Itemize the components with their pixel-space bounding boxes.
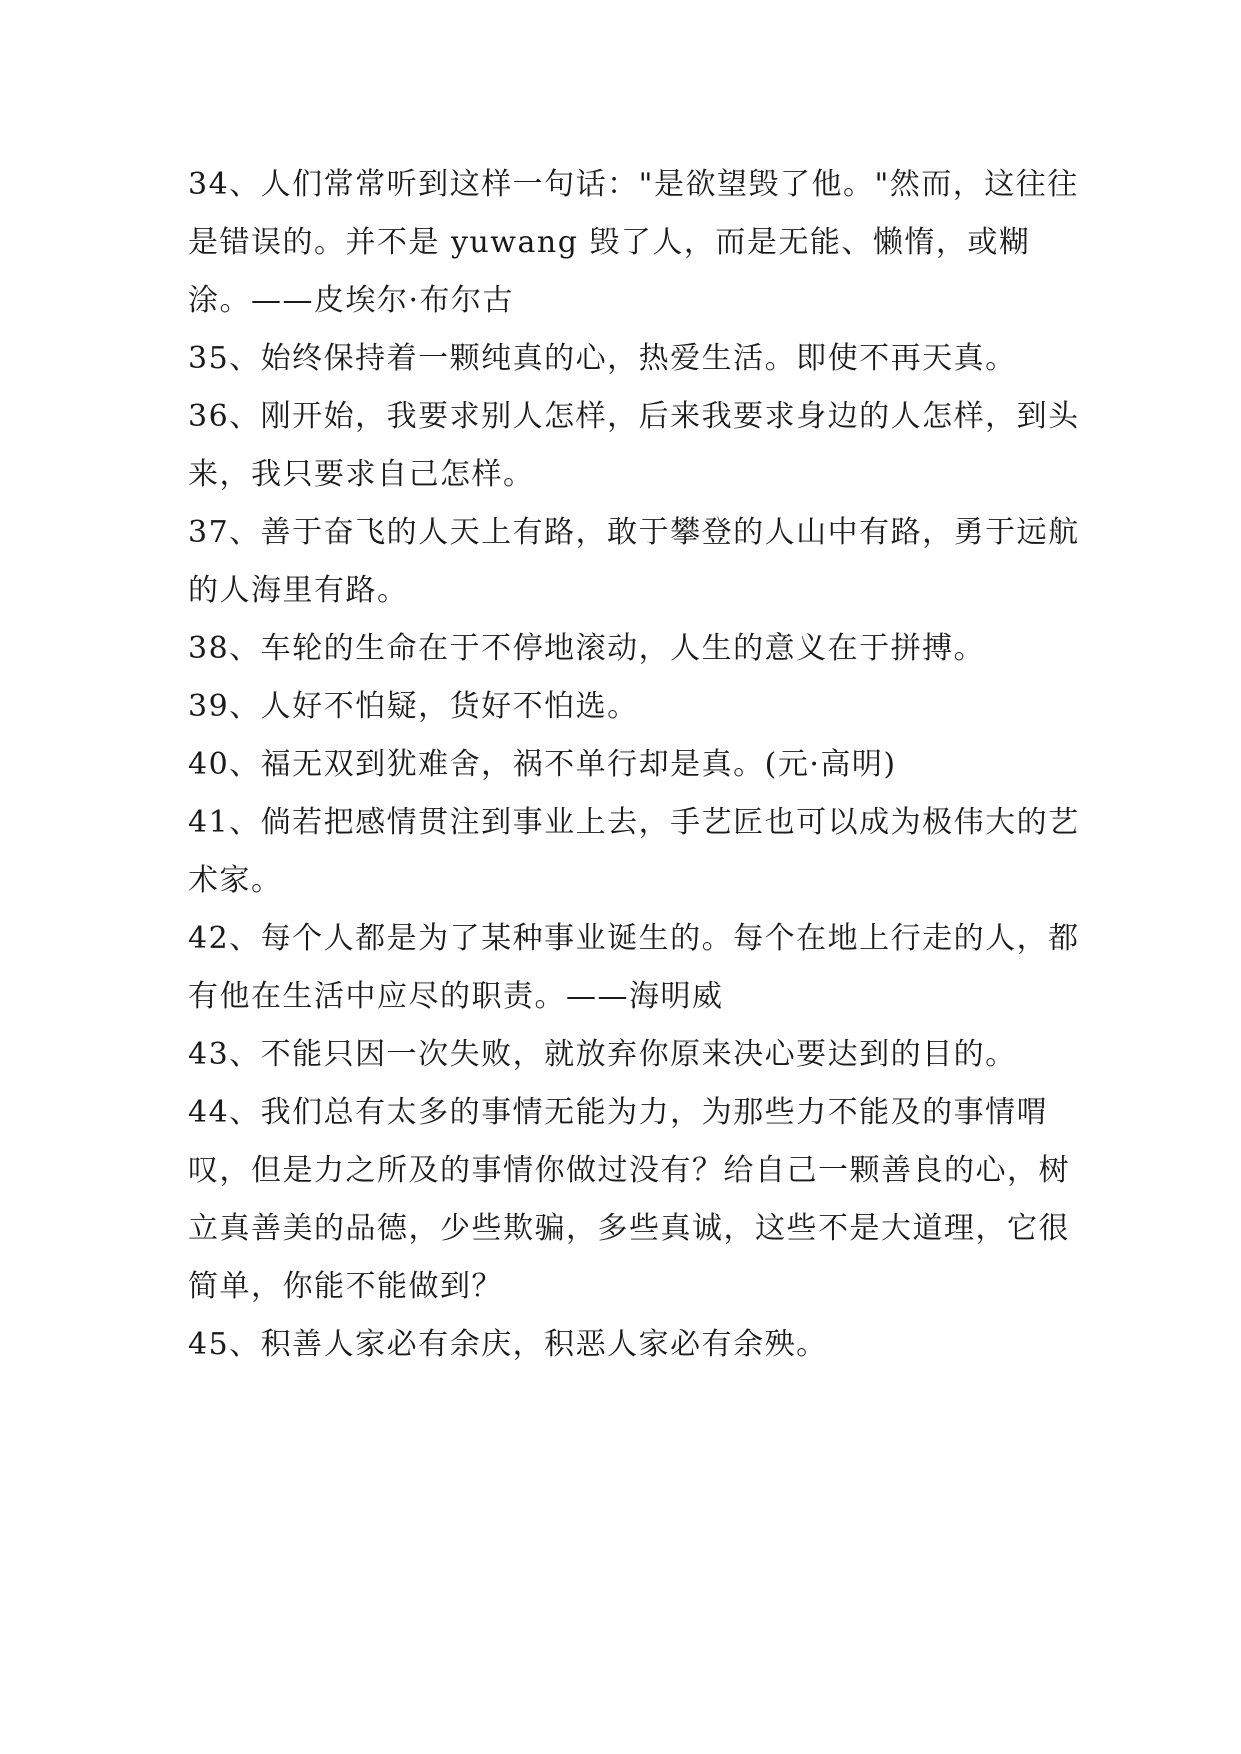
quote-paragraph: 35、始终保持着一颗纯真的心，热爱生活。即使不再天真。 <box>188 341 1017 376</box>
quote-paragraph: 45、积善人家必有余庆，积恶人家必有余殃。 <box>188 1327 828 1362</box>
quote-paragraph: 40、福无双到犹难舍，祸不单行却是真。(元·高明) <box>188 747 897 782</box>
quote-paragraph: 42、每个人都是为了某种事业诞生的。每个在地上行走的人，都有他在生活中应尽的职责。——海明威 <box>188 921 1080 1014</box>
quote-paragraph: 41、倘若把感情贯注到事业上去，手艺匠也可以成为极伟大的艺术家。 <box>188 805 1080 898</box>
quote-paragraph: 34、人们常常听到这样一句话："是欲望毁了他。"然而，这往往是错误的。并不是 yuwang 毁了人，而是无能、懒惰，或糊涂。——皮埃尔·布尔古 <box>188 167 1079 318</box>
quote-paragraph: 39、人好不怕疑，货好不怕选。 <box>188 689 639 724</box>
quote-list <box>188 156 1088 1374</box>
quote-paragraph: 43、不能只因一次失败，就放弃你原来决心要达到的目的。 <box>188 1037 1017 1072</box>
quote-paragraph: 36、刚开始，我要求别人怎样，后来我要求身边的人怎样，到头来，我只要求自己怎样。 <box>188 399 1080 492</box>
quote-paragraph: 44、我们总有太多的事情无能为力，为那些力不能及的事情喟叹，但是力之所及的事情你做过没有？给自己一颗善良的心，树立真善美的品德，少些欺骗，多些真诚，这些不是大道理，它很简单，你能不能做到？ <box>188 1095 1070 1304</box>
quote-paragraph: 38、车轮的生命在于不停地滚动，人生的意义在于拼搏。 <box>188 631 986 666</box>
quote-paragraph: 37、善于奋飞的人天上有路，敢于攀登的人山中有路，勇于远航的人海里有路。 <box>188 515 1080 608</box>
